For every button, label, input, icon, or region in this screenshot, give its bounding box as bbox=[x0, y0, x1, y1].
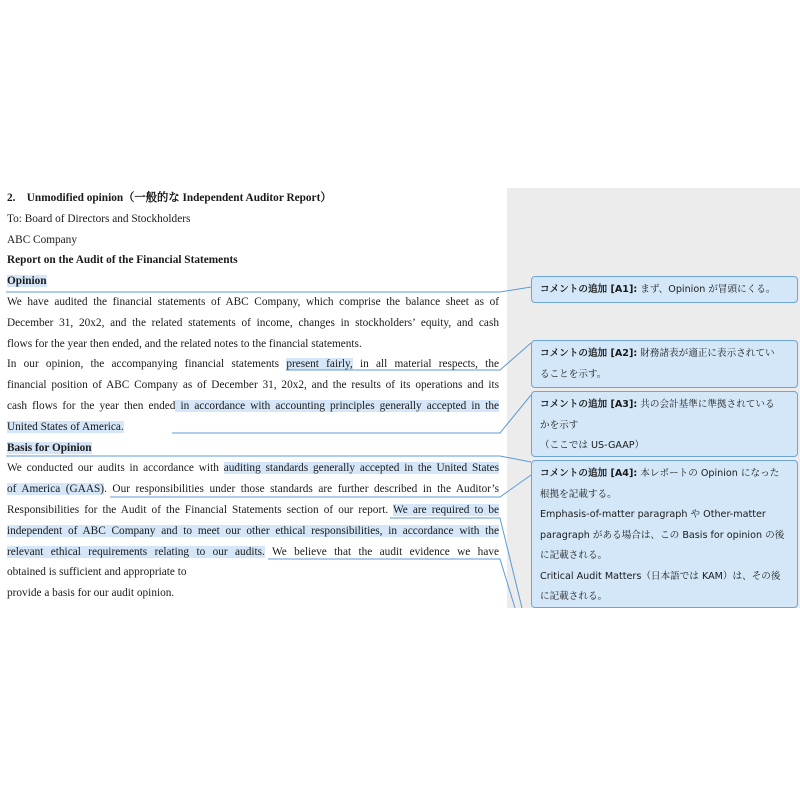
comment-a2-tag: コメントの追加 [A2]: bbox=[540, 348, 638, 359]
comment-a4-text-2: 根拠を記載する。 bbox=[540, 488, 617, 500]
opinion-p1-line-1: We have audited the financial statements of ABC Company, which comprise the balance sheet as of bbox=[7, 295, 499, 308]
comment-a1[interactable] bbox=[531, 276, 798, 303]
text-run: Responsibilities for the Audit of the Financial Statements section of our report. bbox=[7, 503, 394, 516]
opinion-heading[interactable]: Opinion bbox=[7, 275, 47, 288]
document-page bbox=[0, 188, 800, 608]
basis-line-5 bbox=[7, 542, 499, 563]
company-name: ABC Company bbox=[7, 233, 77, 246]
comment-a2-text-1: 財務諸表が適正に表示されてい bbox=[637, 348, 775, 359]
highlight-required-independent[interactable]: We are required to be bbox=[393, 503, 499, 516]
highlight-gaas[interactable]: of America (GAAS) bbox=[7, 483, 105, 496]
comment-a4-text-1: 本レポートの Opinion になった bbox=[637, 468, 780, 479]
highlight-required-independent-2[interactable]: independent of ABC Company and to meet our other ethical responsibilities, in accordance with the bbox=[7, 524, 499, 537]
comment-a4-text-6: Critical Audit Matters（日本語では KAM）は、その後 bbox=[540, 570, 781, 582]
basis-line-7: provide a basis for our audit opinion. bbox=[7, 587, 175, 600]
text-run: In our opinion, the accompanying financial statements bbox=[7, 358, 287, 371]
opinion-p2-line-1 bbox=[7, 354, 499, 375]
opinion-p1-line-2: December 31, 20x2, and the related statements of income, changes in stockholders’ equity, and cash bbox=[7, 316, 499, 329]
comment-a3[interactable] bbox=[531, 391, 798, 457]
comment-a3-text-2: かを示す bbox=[540, 419, 579, 431]
basis-heading[interactable]: Basis for Opinion bbox=[7, 441, 92, 454]
text-run: . Our responsibilities under those standards are further described in the Auditor’s bbox=[104, 483, 499, 496]
comment-a2[interactable] bbox=[531, 340, 798, 388]
opinion-p2-line-2: financial position of ABC Company as of December 31, 20x2, and the results of its operations and its bbox=[7, 379, 499, 392]
highlight-present-fairly[interactable]: present fairly, bbox=[286, 358, 353, 371]
report-title: Report on the Audit of the Financial Statements bbox=[7, 254, 238, 267]
comment-a4-text-7: に記載される。 bbox=[540, 591, 608, 602]
highlight-auditing-standards[interactable]: auditing standards generally accepted in the United States bbox=[223, 462, 500, 475]
comment-a2-text-2: ることを示す。 bbox=[540, 368, 607, 380]
section-heading: 2. Unmodified opinion（一般的な Independent Auditor Report） bbox=[7, 192, 332, 204]
basis-line-1 bbox=[7, 458, 499, 479]
comment-a4[interactable] bbox=[531, 460, 798, 608]
comment-a3-text-1: 共の会計基準に準拠されている bbox=[637, 399, 775, 410]
basis-line-4 bbox=[7, 521, 499, 542]
basis-line-6: obtained is sufficient and appropriate to bbox=[7, 566, 187, 579]
opinion-p2-line-3 bbox=[7, 396, 499, 417]
text-run: cash flows for the year then ended bbox=[7, 399, 176, 412]
highlight-accounting-principles[interactable]: in accordance with accounting principles generally accepted in the bbox=[175, 399, 499, 412]
basis-line-3 bbox=[7, 500, 499, 521]
addressee: To: Board of Directors and Stockholders bbox=[7, 212, 191, 225]
text-run: We believe that the audit evidence we have bbox=[264, 545, 499, 558]
text-run: We conducted our audits in accordance with bbox=[7, 462, 224, 475]
text-run: in all material respects, the bbox=[352, 358, 499, 371]
comment-a1-text: まず、Opinion が冒頭にくる。 bbox=[637, 284, 776, 295]
comment-a1-tag: コメントの追加 [A1]: bbox=[540, 284, 638, 295]
highlight-united-states[interactable]: United States of America. bbox=[7, 420, 124, 433]
comment-a3-tag: コメントの追加 [A3]: bbox=[540, 399, 638, 410]
comment-a4-text-5: に記載される。 bbox=[540, 550, 608, 561]
comment-a4-tag: コメントの追加 [A4]: bbox=[540, 468, 638, 479]
highlight-ethical-requirements[interactable]: relevant ethical requirements relating to our audits. bbox=[7, 545, 265, 558]
comment-a4-text-3: Emphasis-of-matter paragraph や Other-matter bbox=[540, 509, 766, 520]
opinion-p1-line-3: flows for the year then ended, and the related notes to the financial statements. bbox=[7, 337, 362, 350]
basis-line-2 bbox=[7, 479, 499, 500]
comment-a3-text-3: （ここでは US-GAAP） bbox=[540, 440, 645, 451]
document-body bbox=[7, 188, 499, 604]
comment-a4-text-4: paragraph がある場合は、この Basis for opinion の後 bbox=[540, 529, 785, 541]
